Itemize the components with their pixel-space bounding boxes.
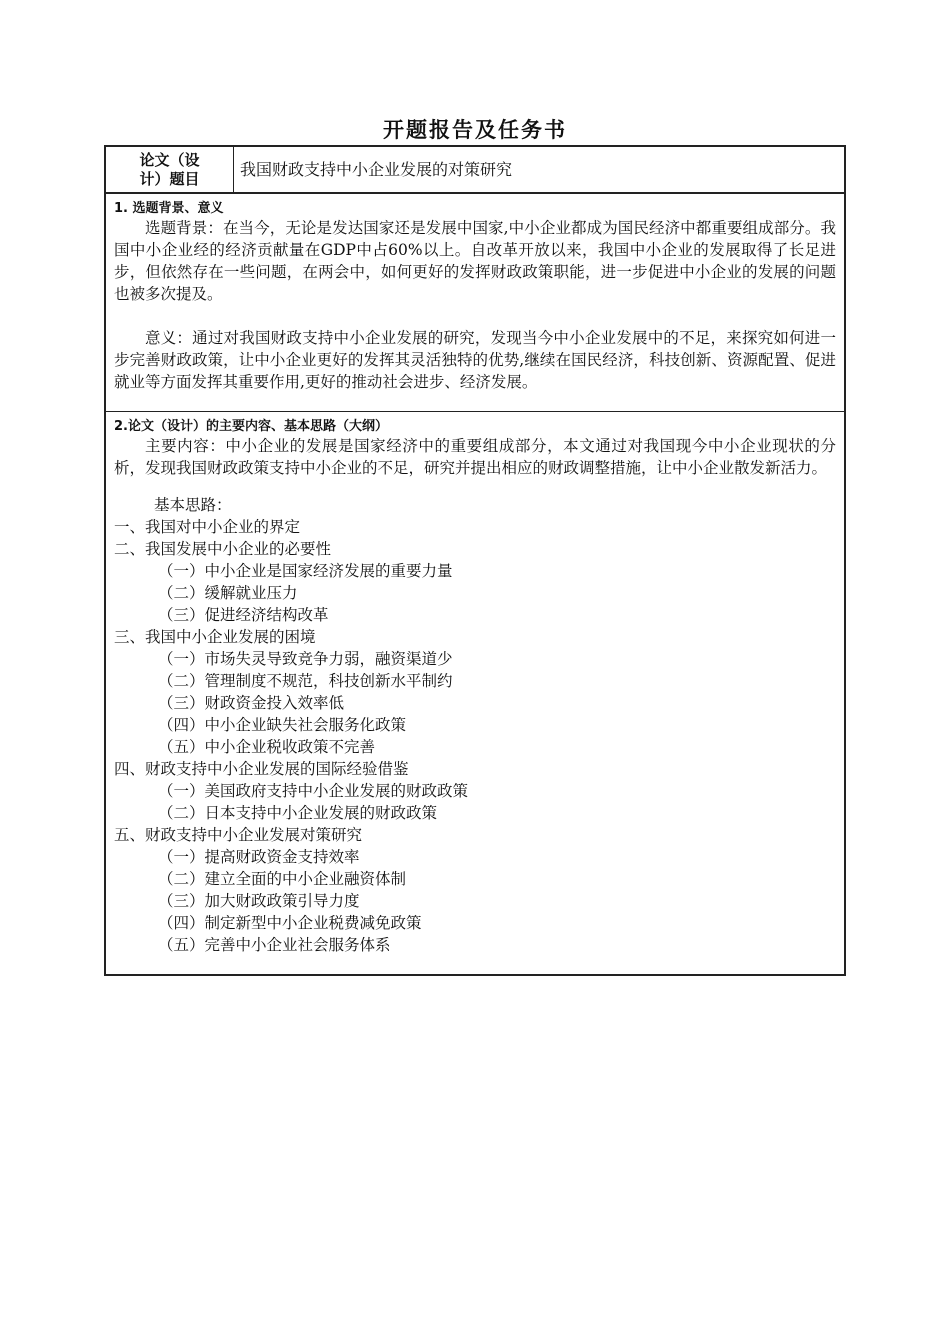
outline-item: （一）市场失灵导致竞争力弱，融资渠道少 [158,650,453,668]
outline-list [114,496,836,956]
outline-item: （五）完善中小企业社会服务体系 [158,936,391,954]
main-content-paragraph: 主要内容：中小企业的发展是国家经济中的重要组成部分，本文通过对我国现今中小企业现状的分析，发现我国财政政策支持中小企业的不足，研究并提出相应的财政调整措施，让中小企业散发新活力。 [114,437,836,477]
outline-item: （三）财政资金投入效率低 [158,694,345,712]
significance-paragraph: 意义：通过对我国财政支持中小企业发展的研究，发现当今中小企业发展中的不足，来探究如何进一步完善财政政策，让中小企业更好的发挥其灵活独特的优势,继续在国民经济，科技创新、资源配置、促进就业等方面发挥其重要作用,更好的推动社会进步、经济发展。 [114,329,836,391]
outline-item: （四）中小企业缺失社会服务化政策 [158,716,407,734]
outline-item: （五）中小企业税收政策不完善 [158,738,376,756]
thesis-title-label [106,147,234,192]
section-outline [106,412,844,974]
thesis-title-value: 我国财政支持中小企业发展的对策研究 [240,160,513,179]
basic-idea-label: 基本思路： [154,496,232,514]
section2-heading: 2.论文（设计）的主要内容、基本思路（大纲） [114,419,388,434]
outline-item: （一）提高财政资金支持效率 [158,848,360,866]
outline-item: （二）管理制度不规范，科技创新水平制约 [158,672,453,690]
outline-item: （三）促进经济结构改革 [158,606,329,624]
outline-item: （二）日本支持中小企业发展的财政政策 [158,804,438,822]
outline-chapter: 五、财政支持中小企业发展对策研究 [114,826,363,844]
page-title: 开题报告及任务书 [383,118,567,142]
outline-item: （二）建立全面的中小企业融资体制 [158,870,407,888]
outline-chapter: 三、我国中小企业发展的困境 [114,628,316,646]
outline-item: （一）中小企业是国家经济发展的重要力量 [158,562,453,580]
report-form [104,145,846,976]
section1-heading: 1. 选题背景、意义 [114,201,224,216]
outline-chapter: 二、我国发展中小企业的必要性 [114,540,332,558]
section-background [106,194,844,412]
outline-chapter: 四、财政支持中小企业发展的国际经验借鉴 [114,760,409,778]
outline-chapter: 一、我国对中小企业的界定 [114,518,301,536]
thesis-label-line2: 计）题目 [139,169,200,188]
outline-item: （三）加大财政政策引导力度 [158,892,360,910]
thesis-title-row [106,147,844,194]
outline-item: （一）美国政府支持中小企业发展的财政政策 [158,782,469,800]
background-paragraph: 选题背景：在当今，无论是发达国家还是发展中国家,中小企业都成为国民经济中都重要组成部分。我国中小企业经的经济贡献量在GDP中占60%以上。自改革开放以来，我国中小企业的发展取得了长足进步，但依然存在一些问题，在两会中，如何更好的发挥财政政策职能，进一步促进中小企业的发展的问题也被多次提及。 [114,219,836,303]
outline-item: （四）制定新型中小企业税费减免政策 [158,914,422,932]
outline-item: （二）缓解就业压力 [158,584,298,602]
thesis-label-line1: 论文（设 [139,150,200,169]
